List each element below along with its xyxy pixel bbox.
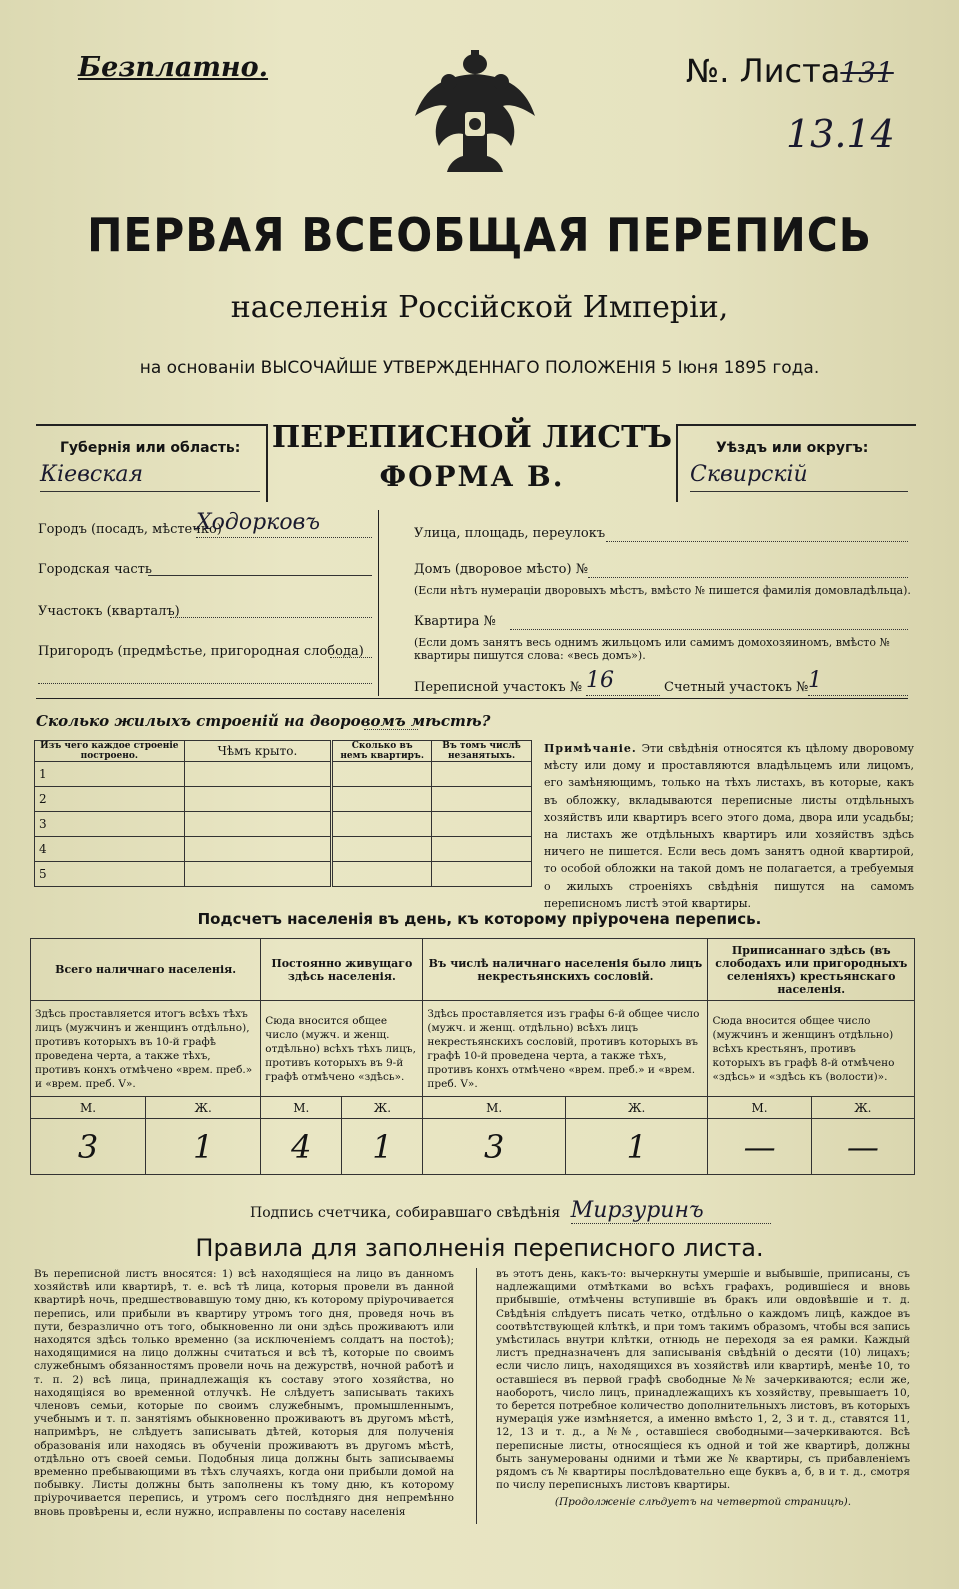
col-vacant: Въ томъ числѣ незанятыхъ.	[432, 741, 532, 762]
cell[interactable]	[432, 762, 532, 787]
cell[interactable]	[184, 812, 332, 837]
female-label: Ж.	[565, 1097, 708, 1119]
male-count[interactable]: 3	[31, 1119, 146, 1175]
gorod-label: Городъ (посадъ, мѣстечко)	[38, 522, 222, 537]
perepisnoy-label: Переписной участокъ №	[414, 680, 583, 695]
signature-label: Подпись счетчика, собиравшаго свѣдѣнія	[250, 1205, 561, 1221]
uezd-value[interactable]: Сквирскій	[690, 462, 908, 492]
group-head: Всего наличнаго населенія.	[31, 939, 261, 1001]
group-desc: Сюда вносится общее число (мужчинъ и женщинъ отдѣльно) всѣхъ крестьянъ, противъ которыхъ въ графѣ 8-й отмѣчено «здѣсь» и «здѣсь къ (волости)».	[708, 1001, 915, 1097]
free-label: Безплатно.	[78, 52, 269, 83]
buildings-note	[544, 740, 914, 912]
form-title: ПЕРЕПИСНОЙ ЛИСТЪ	[271, 420, 673, 455]
buildings-row	[35, 812, 532, 837]
group-desc: Здѣсь проставляется итогъ всѣхъ тѣхъ лицъ (мужчинъ и женщинъ отдѣльно), противъ которыхъ въ 10-й графѣ проведена черта, а также тѣхъ, противъ конхъ отмѣчено «врем. преб.» и «врем. преб. V».	[31, 1001, 261, 1097]
cell[interactable]	[432, 787, 532, 812]
male-label: М.	[31, 1097, 146, 1119]
signature-value[interactable]: Мирзуринъ	[571, 1198, 771, 1224]
cell[interactable]	[332, 787, 432, 812]
population-header-row	[31, 939, 915, 1001]
cell[interactable]	[184, 787, 332, 812]
dom-note: (Если нѣтъ нумераціи дворовыхъ мѣстъ, вмѣсто № пишется фамилія домовладѣльца).	[414, 584, 911, 597]
note-label: Примѣчаніе.	[544, 742, 637, 755]
group-head: Постоянно живущаго здѣсь населенія.	[261, 939, 423, 1001]
cell[interactable]	[184, 762, 332, 787]
cell[interactable]	[332, 862, 432, 887]
gorod-value[interactable]: Ходорковъ	[196, 510, 372, 538]
female-label: Ж.	[342, 1097, 423, 1119]
row-number: 1	[35, 762, 185, 787]
gubernia-label: Губернія или область:	[60, 440, 241, 456]
chast-field[interactable]	[148, 560, 372, 576]
rules-continued: (Продолженіе слѣдуетъ на четвертой страницѣ).	[554, 1496, 852, 1509]
kvartira-note: (Если домъ занятъ весь однимъ жильцомъ или самимъ домохозяиномъ, вмѣсто № квартиры пишутся слова: «весь домъ»).	[414, 636, 890, 662]
double-headed-eagle-emblem	[405, 46, 545, 186]
group-desc: Сюда вносится общее число (мужч. и женщ. отдѣльно) всѣхъ тѣхъ лицъ, противъ которыхъ въ 9-й графѣ отмѣчено «здѣсь».	[261, 1001, 423, 1097]
male-label: М.	[261, 1097, 342, 1119]
buildings-row	[35, 862, 532, 887]
buildings-row	[35, 787, 532, 812]
ulitsa-label: Улица, площадь, переулокъ	[414, 526, 606, 541]
population-desc-row	[31, 1001, 915, 1097]
schetny-value[interactable]: 1	[808, 668, 908, 696]
rules-title: Правила для заполненія переписного листа.	[195, 1234, 764, 1262]
dom-field[interactable]	[588, 562, 908, 578]
sheet-number	[686, 52, 894, 90]
gubernia-value[interactable]: Кіевская	[40, 462, 260, 492]
row-number: 3	[35, 812, 185, 837]
basis-line: на основаніи ВЫСОЧАЙШЕ УТВЕРЖДЕННАГО ПОЛОЖЕНІЯ 5 Іюня 1895 года.	[139, 358, 820, 378]
prigorod-label: Пригородъ (предмѣстье, пригородная слобода)	[38, 644, 364, 659]
rules-divider	[476, 1268, 477, 1524]
sub-title: населенія Россійской Имперіи,	[230, 290, 729, 325]
row-number: 4	[35, 837, 185, 862]
female-count[interactable]: —	[811, 1119, 914, 1175]
group-head: Въ числѣ наличнаго населенія было лицъ некрестьянскихъ сословій.	[423, 939, 708, 1001]
cell[interactable]	[184, 862, 332, 887]
population-table	[30, 938, 915, 1175]
kvartira-label: Квартира №	[414, 614, 496, 629]
female-count[interactable]: 1	[146, 1119, 261, 1175]
population-title: Подсчетъ населенія въ день, къ которому пріурочена перепись.	[197, 910, 762, 928]
male-label: М.	[708, 1097, 811, 1119]
male-count[interactable]: 4	[261, 1119, 342, 1175]
uchastok-field[interactable]	[170, 602, 372, 618]
schetny-label: Счетный участокъ №	[664, 680, 809, 695]
uezd-label: Уѣздъ или округъ:	[716, 440, 869, 456]
uchastok-label: Участокъ (кварталъ)	[38, 604, 180, 619]
group-desc: Здѣсь проставляется изъ графы 6-й общее число (мужч. и женщ. отдѣльно) всѣхъ лицъ некрестьянскихъ сословій, противъ которыхъ въ графѣ 10-й проведена черта, а также тѣхъ, противъ конхъ отмѣчено «врем. преб.» и «врем. преб. V».	[423, 1001, 708, 1097]
address-bottom-line	[36, 698, 908, 699]
signature-line	[250, 1198, 771, 1224]
form-type: ФОРМА В.	[379, 460, 565, 493]
main-title: ПЕРВАЯ ВСЕОБЩАЯ ПЕРЕПИСЬ	[87, 208, 872, 262]
prigorod-field[interactable]	[330, 642, 372, 658]
cell[interactable]	[332, 762, 432, 787]
buildings-question: Сколько жилыхъ строеній на дворовомъ мѣстѣ?	[36, 712, 491, 730]
population-sex-row	[31, 1097, 915, 1119]
chast-label: Городская часть	[38, 562, 152, 577]
cell[interactable]	[332, 837, 432, 862]
cell[interactable]	[332, 812, 432, 837]
col-roof: Чѣмъ крыто.	[184, 741, 332, 762]
cell[interactable]	[184, 837, 332, 862]
col-material: Изъ чего каждое строеніе построено.	[35, 741, 185, 762]
rules-right-column	[496, 1268, 910, 1510]
female-count[interactable]: 1	[342, 1119, 423, 1175]
ulitsa-field[interactable]	[606, 526, 908, 542]
address-divider	[378, 510, 379, 696]
buildings-table	[34, 740, 532, 887]
rules-right-text: въ этотъ день, какъ-то: вычеркнуты умершіе и выбывшіе, приписаны, съ надлежащими отмѣтками во всѣхъ графахъ, родившіеся и вновь прибывшіе, отмѣчены вступившіе въ бракъ или овдовѣвшіе и т. д. Свѣдѣнія слѣдуетъ писать четко, отдѣльно о каждомъ лицѣ, каждое въ соотвѣтствующей клѣткѣ, и при томъ такимъ образомъ, чтобы вся запись умѣстилась внутри клѣтки, отнюдь не переходя за ея рамки. Каждый листъ предназначенъ для записыванія свѣдѣній о десяти (10) лицахъ; если число лицъ, находящихся въ хозяйствѣ или квартирѣ, менѣе 10, то оставшіеся въ первой графѣ свободные №№ зачеркиваются; если же, наоборотъ, число лицъ, принадлежащихъ къ хозяйству, превышаетъ 10, то берется потребное количество дополнительныхъ листовъ, въ которыхъ нумерація уже измѣняется, а именно вмѣсто 1, 2, 3 и т. д., ставятся 11, 12, 13 и т. д., а №№, оставшіеся свободными—зачеркиваются. Всѣ переписные листы, относящіеся къ одной и той же квартирѣ, должны быть занумерованы одними и тѣми же № квартиры, съ прибавленіемъ рядомъ съ № квартиры послѣдовательно еще буквъ а, б, в и т. д., смотря по числу переписныхъ листовъ квартиры.	[496, 1268, 910, 1492]
cell[interactable]	[432, 837, 532, 862]
row-number: 5	[35, 862, 185, 887]
buildings-row	[35, 762, 532, 787]
buildings-row	[35, 837, 532, 862]
cell[interactable]	[432, 862, 532, 887]
buildings-answer-field[interactable]	[364, 712, 418, 730]
rules-left-column: Въ переписной листъ вносятся: 1) всѣ находящіеся на лицо въ данномъ хозяйствѣ или квартирѣ, т. е. всѣ тѣ лица, которыя провели въ данной квартирѣ ночь, предшествовавшую тому дню, къ которому пріурочивается перепись, или прибыли въ квартиру утромъ того дня, проведя ночь въ пути, безразлично отъ того, обыкновенно ли они здѣсь проживаютъ или находятся здѣсь только временно (за исключеніемъ солдатъ на постоѣ); находящимися на лицо должны считаться и всѣ тѣ, которые по своимъ служебнымъ обязанностямъ провели ночь на дежурствѣ, ночной работѣ и т. п. 2) всѣ лица, принадлежащія къ составу этого хозяйства, но находящіяся во временной отлучкѣ. Не слѣдуетъ записывать такихъ членовъ семьи, которые по своимъ служебнымъ, промышленнымъ, учебнымъ и т. п. занятіямъ обыкновенно проживаютъ въ другомъ мѣстѣ, напримѣръ, не слѣдуетъ записывать дѣтей, которыя для полученія образованія или находясь въ обученіи проживаютъ въ другомъ мѣстѣ, отдѣльно отъ своей семьи. Подобныя лица должны быть записываемы временно пребывающими въ тѣхъ случаяхъ, когда они прибыли домой на побывку. Листы должны быть заполнены къ тому дню, къ которому пріурочивается перепись, и утромъ сего послѣдняго дня непремѣнно вновь провѣрены и, если нужно, исправлены по составу населенія	[34, 1268, 454, 1518]
group-head: Приписаннаго здѣсь (въ слободахъ или пригородныхъ селеніяхъ) крестьянскаго населенія.	[708, 939, 915, 1001]
col-apartments: Сколько въ немъ квартиръ.	[332, 741, 432, 762]
female-count[interactable]: 1	[565, 1119, 708, 1175]
row-number: 2	[35, 787, 185, 812]
cell[interactable]	[432, 812, 532, 837]
dom-label: Домъ (дворовое мѣсто) №	[414, 562, 589, 577]
sheet-number-struck: 131	[840, 56, 894, 89]
female-label: Ж.	[811, 1097, 914, 1119]
note-text: Эти свѣдѣнія относятся къ цѣлому дворовому мѣсту или дому и проставляются владѣльцемъ или лицомъ, его замѣняющимъ, только на тѣхъ листахъ, въ которые, какъ въ обложку, вкладываются переписные листы отдѣльныхъ хозяйствъ или квартиръ всего этого дома, двора или усадьбы; на листахъ же отдѣльныхъ квартиръ или хозяйствъ здѣсь ничего не пишется. Если весь домъ занятъ одной квартирой, то особой обложки на такой домъ не полагается, а требуемыя о жилыхъ строеніяхъ свѣдѣнія пишутся на самомъ переписномъ листѣ этой квартиры.	[544, 742, 914, 910]
kvartira-field[interactable]	[510, 614, 908, 630]
male-count[interactable]: 3	[423, 1119, 566, 1175]
sheet-number-label: №. Листа	[686, 52, 841, 90]
female-label: Ж.	[146, 1097, 261, 1119]
male-label: М.	[423, 1097, 566, 1119]
buildings-header-row	[35, 741, 532, 762]
prigorod-field-2[interactable]	[38, 668, 372, 684]
population-value-row	[31, 1119, 915, 1175]
sheet-number-handwritten: 13.14	[786, 112, 895, 156]
male-count[interactable]: —	[708, 1119, 811, 1175]
perepisnoy-value[interactable]: 16	[586, 668, 660, 696]
